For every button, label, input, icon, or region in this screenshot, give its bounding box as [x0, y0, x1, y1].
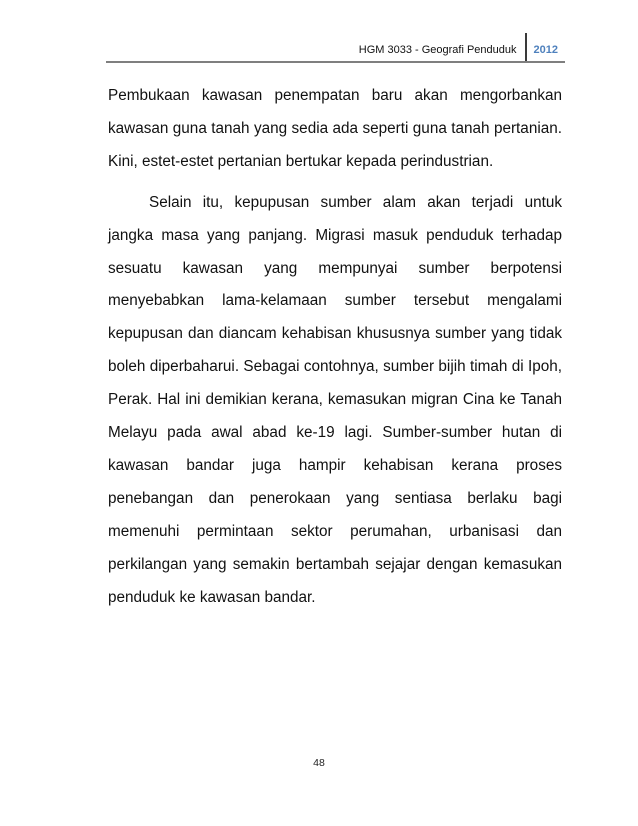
- page-header: [359, 33, 558, 61]
- paragraph-2: Selain itu, kepupusan sumber alam akan terjadi untuk jangka masa yang panjang. Migrasi masuk penduduk terhadap sesuatu kawasan yang mempunyai sumber berpotensi menyebabkan lama-kelamaan sumber tersebut mengalami kepupusan dan diancam kehabisan khususnya sumber yang tidak boleh diperbaharui. Sebagai contohnya, sumber bijih timah di Ipoh, Perak. Hal ini demikian kerana, kemasukan migran Cina ke Tanah Melayu pada awal abad ke-19 lagi. Sumber-sumber hutan di kawasan bandar juga hampir kehabisan kerana proses penebangan dan penerokaan yang sentiasa berlaku bagi memenuhi permintaan sektor perumahan, urbanisasi dan perkilangan yang semakin bertambah sejajar dengan kemasukan penduduk ke kawasan bandar.: [108, 193, 562, 606]
- header-course-title: HGM 3033 - Geografi Penduduk: [358, 44, 517, 56]
- header-year: 2012: [533, 44, 558, 56]
- page-number: 48: [313, 757, 325, 769]
- paragraph-1: Pembukaan kawasan penempatan baru akan mengorbankan kawasan guna tanah yang sedia ada seperti guna tanah pertanian. Kini, estet-estet pertanian bertukar kepada perindustrian.: [108, 87, 562, 170]
- body-text: [108, 80, 562, 615]
- header-rule: [106, 61, 565, 63]
